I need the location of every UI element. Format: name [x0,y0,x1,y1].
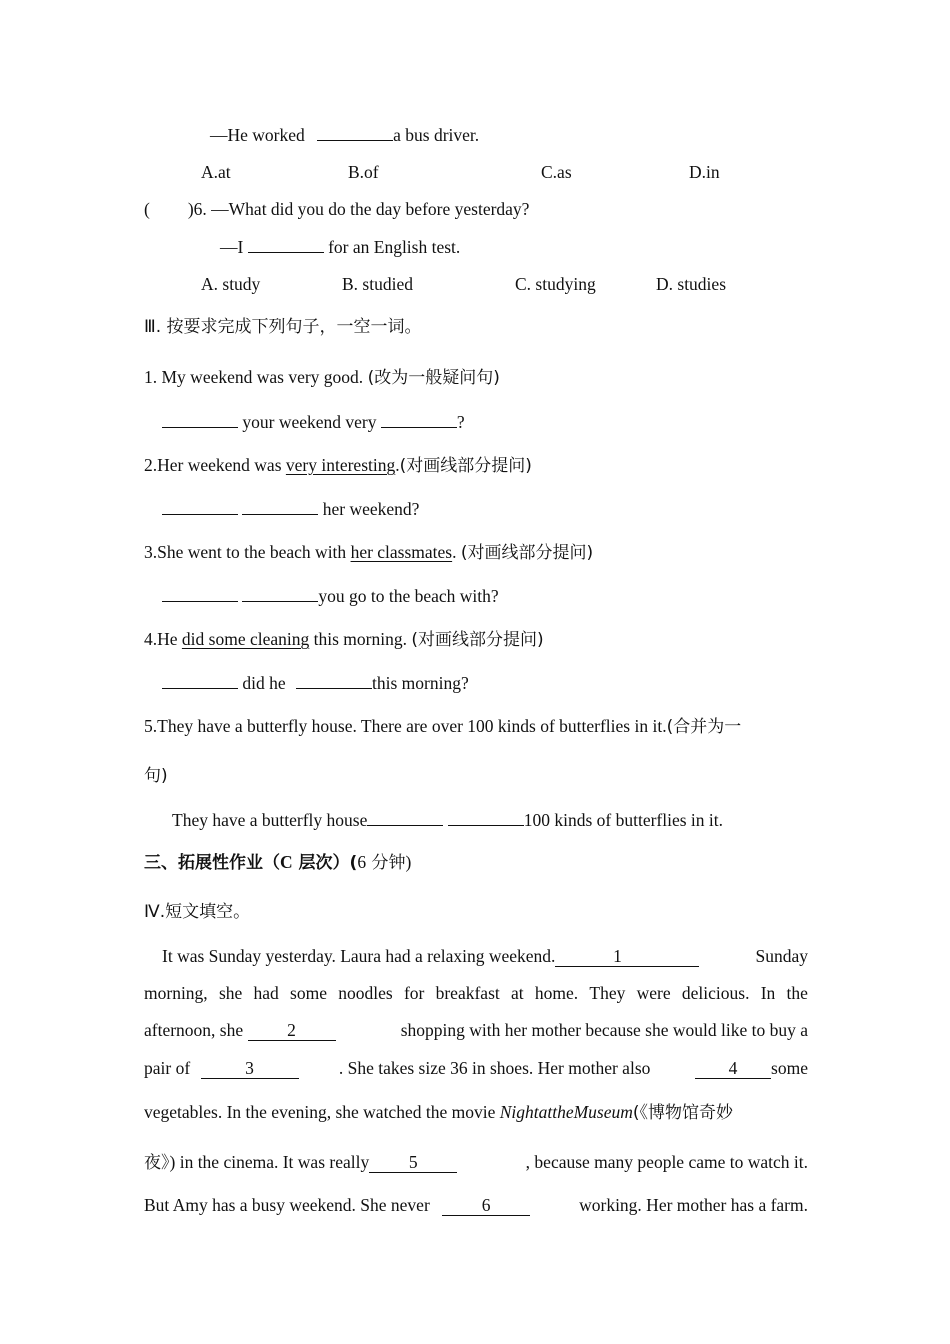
blank-5[interactable] [369,1152,457,1173]
blank-5-number: 5 [408,1152,418,1172]
q6-option-b[interactable]: B. studied [342,274,413,294]
q6-question-line [144,198,529,220]
blank-4[interactable] [695,1058,771,1079]
part3-heading-num: 6 [357,852,367,872]
s3-item4-blank2[interactable] [296,671,372,689]
s3-item4-answer-mid: did he [238,673,291,693]
passage-l2-w7: at [511,983,524,1003]
s3-item5-answer-end: 100 kinds of butterflies in it. [523,810,724,830]
passage-l2-w0: morning, [144,983,208,1003]
passage-line-7 [144,1194,808,1216]
s3-item4-underlined: did some cleaning [181,629,310,649]
q6-option-a[interactable]: A. study [201,274,261,294]
s3-item3-note: (对画线部分提问) [460,543,594,563]
passage-l2-w13: the [786,983,808,1003]
passage-l7-b: working. Her mother has a farm. [579,1195,808,1215]
q5-answer-pre: —He worked [210,125,310,145]
s3-item1-blank1[interactable] [162,410,238,428]
s3-item4-answer-end: this morning? [372,673,469,693]
passage-line-5 [144,1101,733,1124]
blank-2[interactable] [248,1020,336,1041]
s3-item1-answer-end: ? [456,412,465,432]
s3-item5-blank2[interactable] [448,808,524,826]
passage-l7-a: But Amy has a busy weekend. She never [144,1195,435,1215]
passage-l3-b: shopping with her mother because she would like to buy a [400,1020,808,1040]
passage-l1-b: Sunday [755,946,808,966]
passage-l6-cn: 夜》 [144,1153,170,1173]
passage-line-1 [162,945,808,967]
s3-item1-blank2[interactable] [381,410,457,428]
s3-item3-blank1[interactable] [162,584,238,602]
passage-line-4 [144,1057,808,1079]
blank-6-number: 6 [481,1195,491,1215]
blank-3[interactable] [201,1058,299,1079]
s3-item3-answer-end: you go to the beach with? [318,586,499,606]
q5-answer-post: a bus driver. [393,125,480,145]
q6-paren-open: ( [144,199,150,219]
s3-item2-underlined: very interesting [285,455,396,475]
blank-1[interactable] [555,946,699,967]
s3-item2-note: (对画线部分提问) [399,456,532,476]
s3-item5-text: 5.They have a butterfly house. There are over 100 kinds of butterflies in it. [144,716,667,736]
q6-answer-pre: —I [220,237,248,257]
passage-l2-w2: had [253,983,279,1003]
part3-heading [144,851,411,874]
s3-item4-post: this morning. [309,629,412,649]
s3-item5 [144,715,741,738]
q6-question: 6. —What did you do the day before yesterday? [193,199,530,219]
s3-item5-note-a: (合并为一 [666,717,742,737]
part3-heading-close: ) [405,852,412,872]
passage-line-2 [144,982,808,1004]
passage-l2-w8: home. [534,983,579,1003]
passage-l2-w1: she [218,983,243,1003]
section4-heading: Ⅳ.短文填空。 [144,902,251,922]
s3-item5-note-b: 句) [144,766,168,786]
q5-option-c[interactable]: C.as [541,162,572,182]
blank-1-number: 1 [613,946,622,966]
q5-option-d[interactable]: D.in [689,162,720,182]
s3-item5-answer [172,808,723,831]
q6-answer-line [220,235,460,258]
q5-blank[interactable] [317,123,393,141]
passage-l2-w4: noodles [338,983,393,1003]
s3-item1-answer-mid: your weekend very [238,412,381,432]
passage-l2-w11: delicious. [681,983,750,1003]
part3-heading-cn1: 三、拓展性作业（ [144,853,280,873]
blank-3-number: 3 [245,1058,254,1078]
passage-l5-cn: (《博物馆奇妙 [632,1103,734,1123]
s3-item4-note: (对画线部分提问) [411,630,544,650]
s3-item5-blank1[interactable] [367,808,443,826]
section3-heading: Ⅲ. 按要求完成下列句子，一空一词。 [144,317,422,337]
passage-l3-a: afternoon, she [144,1020,248,1040]
blank-6[interactable] [442,1195,530,1216]
passage-l5-movie: NightattheMuseum [499,1102,633,1122]
passage-l2-w5: for [403,983,425,1003]
passage-l2-w9: They [589,983,626,1003]
s3-item2-post: . [395,455,400,475]
s3-item3-pre: 3.She went to the beach with [144,542,351,562]
passage-l2-w6: breakfast [435,983,500,1003]
passage-line-6 [144,1151,808,1174]
s3-item4-blank1[interactable] [162,671,238,689]
q6-option-d[interactable]: D. studies [656,274,726,294]
blank-2-number: 2 [287,1020,296,1040]
q6-blank[interactable] [248,235,324,253]
s3-item2-blank2[interactable] [242,497,318,515]
passage-l2-w12: In [760,983,776,1003]
q6-answer-post: for an English test. [323,237,461,257]
passage-l4-c: some [771,1058,808,1078]
passage-l4-b: . She takes size 36 in shoes. Her mother also [338,1058,655,1078]
s3-item4-pre: 4.He [144,629,182,649]
passage-l1-a: It was Sunday yesterday. Laura had a relaxing weekend. [162,946,556,966]
s3-item1 [144,366,500,389]
passage-l2-w10: were [636,983,671,1003]
passage-l2-w3: some [290,983,327,1003]
part3-heading-cn3: 分钟 [366,853,406,873]
q6-paren-close: ) [187,199,194,219]
passage-l4-a: pair of [144,1058,195,1078]
q5-option-b[interactable]: B.of [348,162,379,182]
passage-l6-a: ) in the cinema. It was really [169,1152,370,1172]
part3-heading-c: C [280,852,293,872]
s3-item1-note: (改为一般疑问句) [367,368,500,388]
s3-item1-answer [162,410,465,433]
s3-item2-blank1[interactable] [162,497,238,515]
s3-item3 [144,541,593,564]
s3-item3-underlined: her classmates [350,542,453,562]
passage-l5-a: vegetables. In the evening, she watched the movie [144,1102,500,1122]
s3-item2-answer [162,497,419,520]
s3-item2-pre: 2.Her weekend was [144,455,286,475]
s3-item3-post: . [452,542,461,562]
s3-item4 [144,628,544,651]
s3-item3-blank2[interactable] [242,584,318,602]
passage-l6-b: , because many people came to watch it. [525,1152,808,1172]
q5-answer-line [210,123,479,146]
q6-option-c[interactable]: C. studying [515,274,596,294]
s3-item2 [144,454,532,477]
s3-item2-answer-end: her weekend? [318,499,420,519]
s3-item1-text: 1. My weekend was very good. [144,367,368,387]
part3-heading-cn2: 层次）( [292,853,358,873]
s3-item3-answer [162,584,499,607]
s3-item4-answer [162,671,469,694]
q5-option-a[interactable]: A.at [201,162,231,182]
blank-4-number: 4 [728,1058,738,1078]
passage-line-3 [144,1019,808,1041]
s3-item5-answer-pre: They have a butterfly house [172,810,368,830]
